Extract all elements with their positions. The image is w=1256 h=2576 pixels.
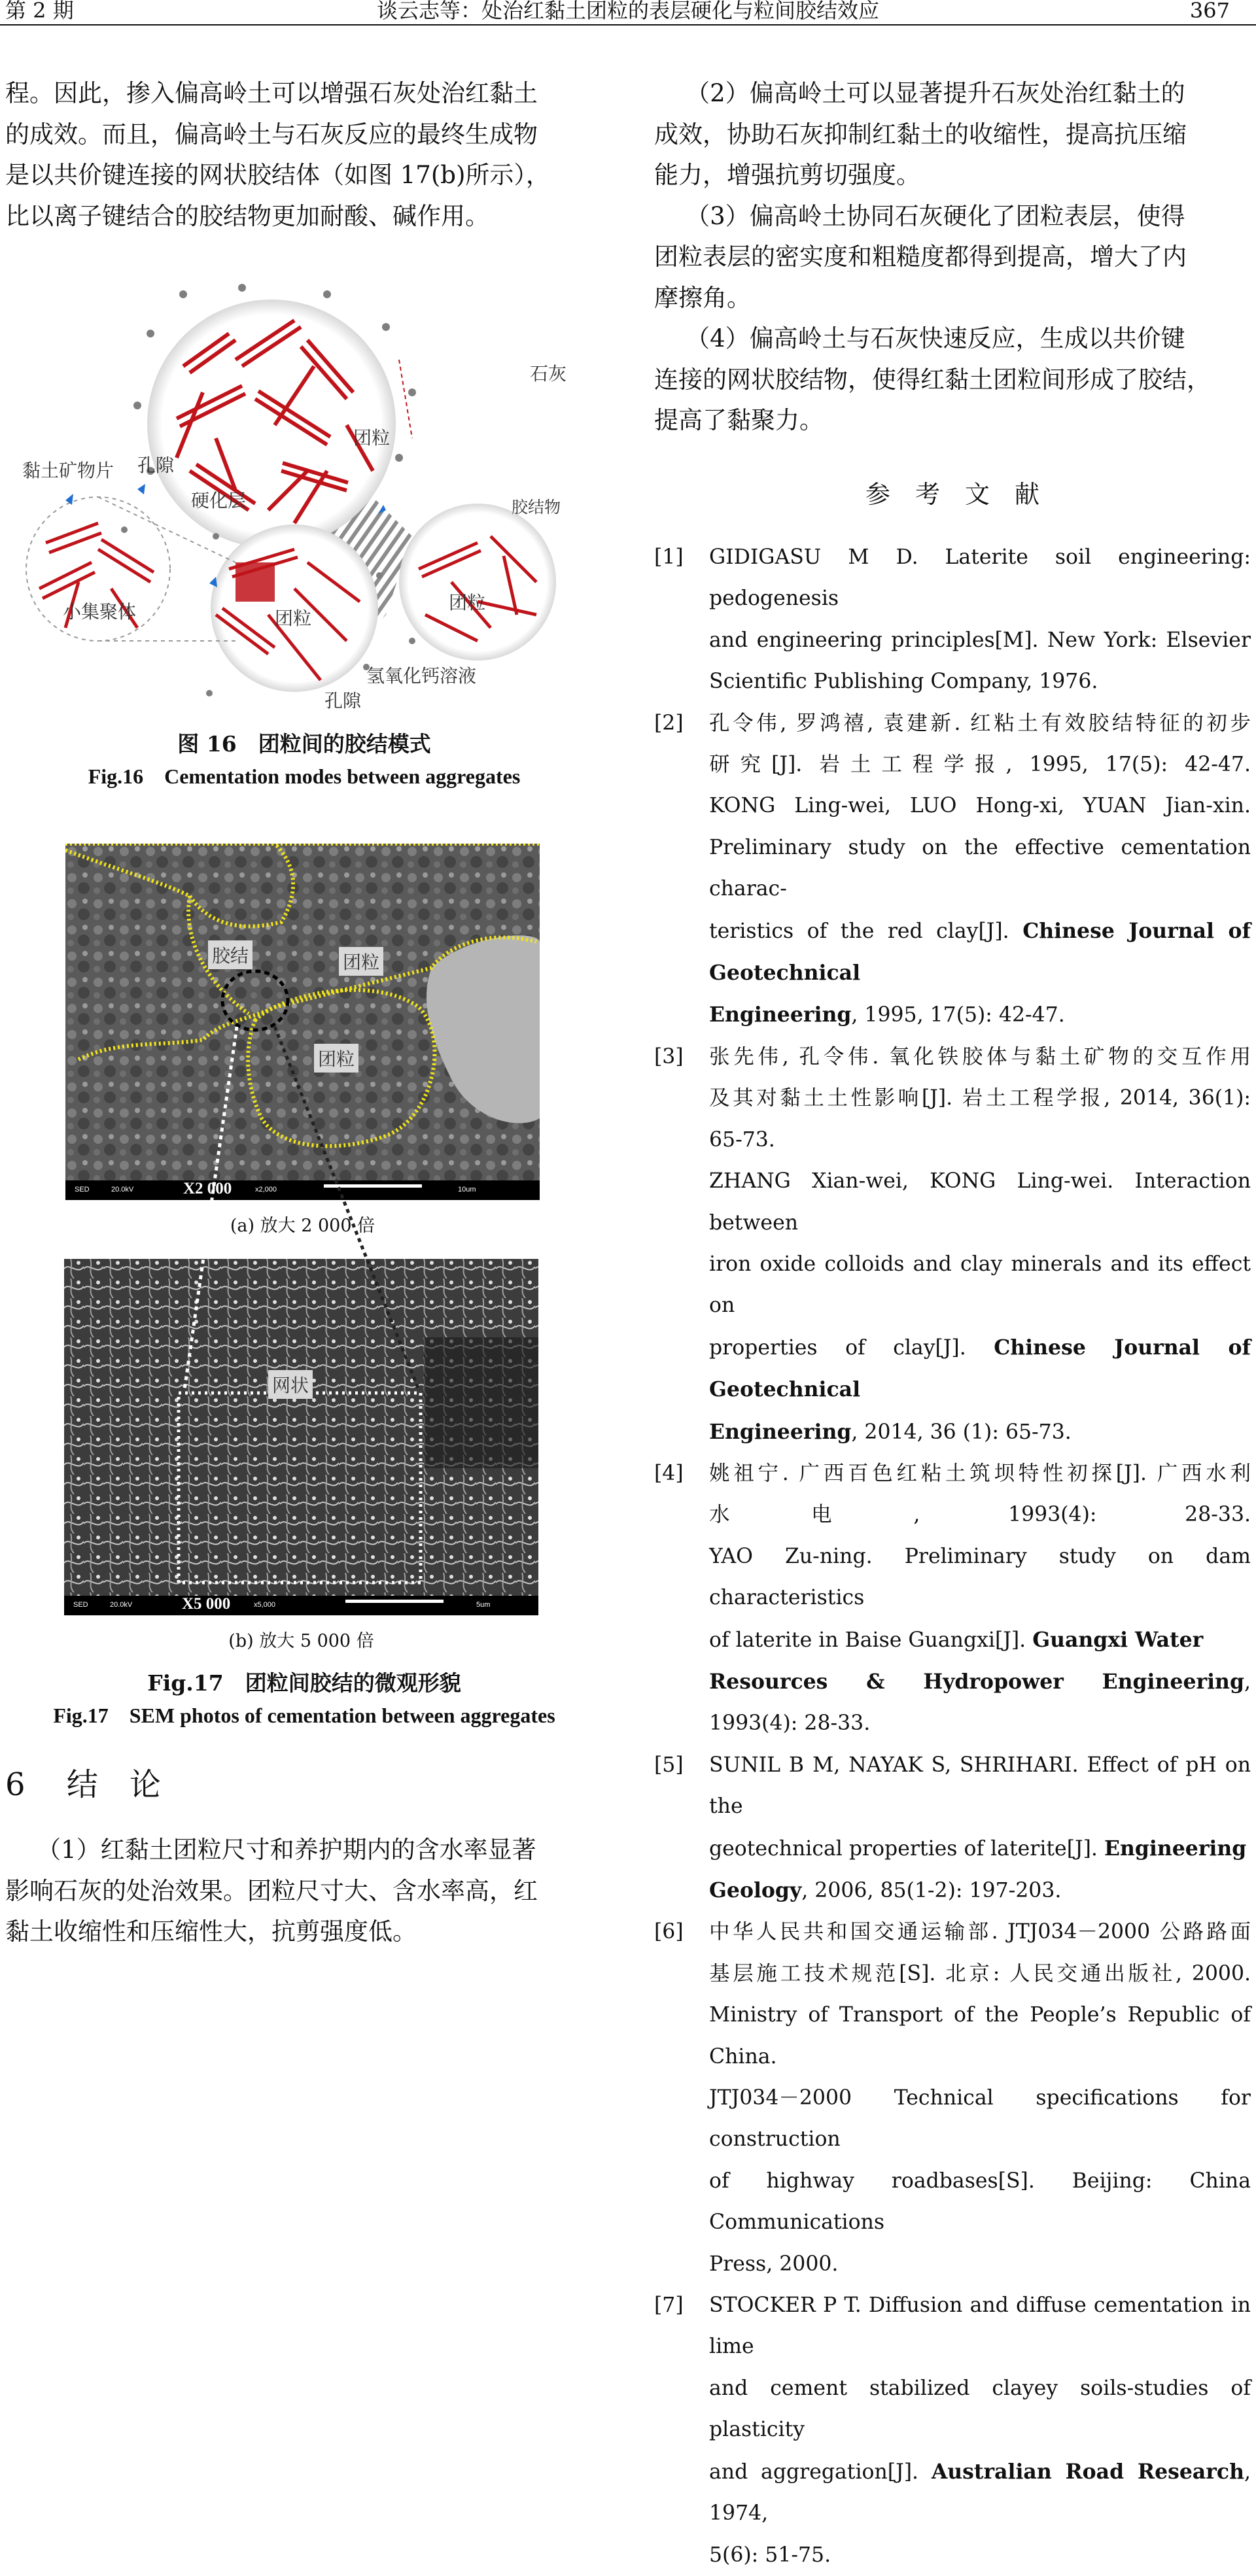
reference-line [709, 2161, 1251, 2244]
fig16-label-pore-bottom: 孔隙 [324, 690, 362, 712]
reference-line [709, 1327, 1251, 1411]
fig17b-scale-label: 5um [476, 1601, 491, 1609]
reference-line [709, 537, 1251, 620]
reference-text: 孔令伟, 罗鸿禧, 袁建新. 红粘土有效胶结特征的初步 [709, 711, 1251, 735]
reference-line [709, 1745, 1251, 1828]
reference-text: Preliminary study on the effective cementation charac- [709, 835, 1251, 901]
reference-text: , 2006, 85(1-2): 197-203. [801, 1879, 1062, 1902]
reference-line [709, 1995, 1251, 2078]
reference-text: 5(6): 51-75. [709, 2543, 831, 2567]
reference-line [709, 1244, 1251, 1327]
reference-item [654, 537, 1251, 703]
reference-number: [3] [654, 1044, 684, 1069]
reference-text: and aggregation[J]. [709, 2460, 932, 2484]
text-line: 是以共价键连接的网状胶结体（如图 17(b)所示）， [5, 161, 550, 189]
reference-line [709, 2285, 1251, 2368]
fig17-caption-cn: Fig.17 团粒间胶结的微观形貌 [147, 1670, 461, 1696]
reference-line [709, 1161, 1251, 1244]
reference-line [709, 1953, 1251, 1995]
reference-number: [7] [654, 2293, 684, 2318]
text-line: 团粒表层的密实度和粗糙度都得到提高，增大了内 [654, 243, 1187, 271]
reference-text: , 1974, [709, 2460, 1251, 2526]
reference-item [654, 1037, 1251, 1453]
reference-line [709, 744, 1251, 785]
references-title: 参 考 文 献 [865, 480, 1039, 509]
reference-text: KONG Ling-wei, LUO Hong-xi, YUAN Jian-xin. [709, 794, 1251, 818]
header-page-number: 367 [1189, 0, 1230, 23]
reference-text: 65-73. [709, 1127, 775, 1152]
reference-journal: Engineering [709, 1419, 852, 1444]
section6-title: 结 论 [66, 1766, 161, 1803]
reference-line [709, 1494, 1251, 1536]
fig17-caption-en: Fig.17 SEM photos of cementation between aggregates [53, 1704, 555, 1727]
header-running-title: 谈云志等：处治红黏土团粒的表层硬化与粒间胶结效应 [376, 0, 879, 23]
section6-heading [5, 1759, 161, 1804]
fig17b-label-network: 网状 [268, 1370, 313, 1399]
fig16-label-pore-left: 孔隙 [137, 455, 175, 476]
reference-text: 及其对黏土土性影响[J]. 岩土工程学报, 2014, 36(1): [709, 1086, 1251, 1110]
fig17a-voltage: 20.0kV [111, 1186, 134, 1194]
reference-number: [4] [654, 1461, 684, 1485]
text-line: 影响石灰的处治效果。团粒尺寸大、含水率高，红 [5, 1876, 538, 1905]
reference-line [709, 910, 1251, 995]
fig16-label-aggregate-right: 团粒 [449, 592, 486, 613]
reference-line [709, 1870, 1251, 1912]
reference-line [709, 1120, 1251, 1161]
text-line: 提高了黏聚力。 [654, 406, 824, 434]
reference-line [709, 2244, 1251, 2285]
reference-text: Ministry of Transport of the People’s Republic of China. [709, 2003, 1251, 2069]
reference-journal: Engineering [709, 1003, 852, 1027]
reference-journal: Geology [709, 1878, 802, 1902]
fig16-label-caoh-solution: 氢氧化钙溶液 [366, 665, 477, 687]
reference-line [709, 1619, 1251, 1661]
fig17-connector-lines [0, 0, 608, 1439]
reference-number: [6] [654, 1920, 684, 1944]
reference-number: [5] [654, 1753, 684, 1777]
reference-line [709, 1912, 1251, 1953]
reference-line [709, 1661, 1251, 1745]
reference-line [709, 1828, 1251, 1870]
reference-text: 姚祖宁. 广西百色红粘土筑坝特性初探[J]. 广西水利 [709, 1461, 1251, 1485]
reference-line [709, 661, 1251, 702]
reference-text: 基层施工技术规范[S]. 北京: 人民交通出版社, 2000. [709, 1961, 1251, 1985]
reference-line [709, 1453, 1251, 1494]
text-line: （2）偏高岭土可以显著提升石灰处治红黏土的 [686, 79, 1185, 107]
reference-line [709, 827, 1251, 910]
fig17a-mag-small: x2,000 [255, 1186, 277, 1194]
reference-text: and engineering principles[M]. New York: Elsevier [709, 628, 1251, 652]
reference-text: Scientific Publishing Company, 1976. [709, 670, 1098, 694]
reference-journal: Guangxi Water [1032, 1627, 1204, 1652]
fig17a-subcaption: (a) 放大 2 000 倍 [230, 1216, 375, 1236]
text-line: 程。因此，掺入偏高岭土可以增强石灰处治红黏土 [5, 79, 538, 107]
fig17a-label-cement: 胶结 [208, 940, 253, 969]
references-list [654, 537, 1251, 2576]
reference-number: [1] [654, 545, 684, 569]
fig17a-detector: SED [75, 1186, 90, 1194]
reference-text: JTJ034－2000 Technical specifications for construction [709, 2086, 1251, 2152]
reference-text: , 1993(4): 28-33. [709, 1670, 1251, 1736]
reference-text: of laterite in Baise Guangxi[J]. [709, 1628, 1033, 1652]
text-line: 黏土收缩性和压缩性大，抗剪强度低。 [5, 1917, 417, 1946]
fig16-label-aggregate-mid: 团粒 [275, 608, 312, 629]
reference-journal: Engineering [1104, 1836, 1247, 1861]
reference-item [654, 1453, 1251, 1745]
reference-line [709, 620, 1251, 661]
section6-number: 6 [5, 1766, 26, 1803]
reference-journal: Chinese Journal of Geotechnical [709, 918, 1251, 986]
reference-line [709, 2535, 1251, 2576]
fig17b-subcaption: (b) 放大 5 000 倍 [228, 1631, 374, 1651]
fig16-label-cement: 胶结物 [512, 498, 561, 517]
reference-journal: Australian Road Research [931, 2459, 1244, 2484]
reference-line [709, 703, 1251, 744]
reference-text: of highway roadbases[S]. Beijing: China Communications [709, 2169, 1251, 2235]
fig17b-info-bar [64, 1596, 538, 1615]
text-line: 连接的网状胶结物，使得红黏土团粒间形成了胶结， [654, 365, 1211, 394]
reference-text: properties of clay[J]. [709, 1335, 994, 1360]
fig16-label-small-cluster: 小集聚体 [63, 601, 137, 623]
fig17b-magnification: X5 000 [182, 1595, 231, 1613]
reference-line [709, 785, 1251, 827]
reference-text: SUNIL B M, NAYAK S, SHRIHARI. Effect of pH on the [709, 1753, 1251, 1819]
fig17b-mag-small: x5,000 [254, 1601, 276, 1609]
reference-line [709, 1078, 1251, 1119]
fig16-label-aggregate-top: 团粒 [353, 427, 391, 449]
reference-text: YAO Zu-ning. Preliminary study on dam characteristics [709, 1544, 1251, 1610]
text-line: 摩擦角。 [654, 283, 751, 312]
reference-text: 水电, 1993(4): 28-33. [709, 1503, 1251, 1527]
reference-line [709, 2451, 1251, 2535]
reference-line [709, 1411, 1251, 1453]
reference-number: [2] [654, 711, 684, 735]
text-line: 比以离子键结合的胶结物更加耐酸、碱作用。 [5, 201, 489, 230]
reference-item [654, 1745, 1251, 1912]
fig16-label-hardened-layer: 硬化层 [191, 490, 247, 511]
reference-text: geotechnical properties of laterite[J]. [709, 1836, 1104, 1861]
conclusion-item-1 [5, 1830, 602, 1953]
reference-text: teristics of the red clay[J]. [709, 919, 1023, 943]
fig17a-label-aggregate-1: 团粒 [339, 947, 383, 976]
text-line: （3）偏高岭土协同石灰硬化了团粒表层，使得 [686, 201, 1185, 230]
reference-line [709, 1536, 1251, 1619]
fig17a-scale-label: 10um [458, 1186, 476, 1194]
text-line: （4）偏高岭土与石灰快速反应，生成以共价键 [686, 324, 1185, 352]
reference-journal: Resources & Hydropower Engineering [709, 1669, 1244, 1694]
reference-text: 中华人民共和国交通运输部. JTJ034－2000 公路路面 [709, 1920, 1251, 1944]
reference-text: 张先伟, 孔令伟. 氧化铁胶体与黏土矿物的交互作用 [709, 1044, 1251, 1069]
right-conclusions [654, 73, 1251, 441]
fig16-label-clay-flake: 黏土矿物片 [22, 460, 114, 481]
reference-text: 研究[J]. 岩土工程学报, 1995, 17(5): 42-47. [709, 753, 1251, 777]
header-issue: 第 2 期 [5, 0, 74, 23]
reference-item [654, 703, 1251, 1037]
fig16-caption-cn: 图 16 团粒间的胶结模式 [177, 731, 431, 757]
reference-journal: Chinese Journal of Geotechnical [709, 1335, 1251, 1402]
reference-line [709, 2368, 1251, 2451]
text-line: 成效，协助石灰抑制红黏土的收缩性，提高抗压缩 [654, 120, 1187, 148]
reference-item [654, 2285, 1251, 2576]
reference-text: STOCKER P T. Diffusion and diffuse cementation in lime [709, 2293, 1251, 2359]
text-line: 能力，增强抗剪切强度。 [654, 161, 920, 189]
reference-text: iron oxide colloids and clay minerals and its effect on [709, 1252, 1251, 1318]
text-line: 的成效。而且，偏高岭土与石灰反应的最终生成物 [5, 120, 538, 148]
fig16-label-lime: 石灰 [530, 363, 567, 385]
fig17b-scale-bar [345, 1600, 444, 1603]
reference-line [709, 994, 1251, 1036]
fig17b-detector: SED [73, 1601, 88, 1609]
reference-line [709, 1037, 1251, 1078]
fig17b-voltage: 20.0kV [110, 1601, 133, 1609]
reference-line [709, 2078, 1251, 2161]
reference-text: , 2014, 36 (1): 65-73. [851, 1420, 1072, 1444]
reference-text: Press, 2000. [709, 2252, 839, 2276]
fig16-caption-en: Fig.16 Cementation modes between aggregates [88, 764, 521, 788]
reference-text: GIDIGASU M D. Laterite soil engineering: pedogenesis [709, 545, 1251, 611]
reference-text: and cement stabilized clayey soils-studies of plasticity [709, 2376, 1251, 2442]
fig17a-label-aggregate-2: 团粒 [314, 1044, 358, 1073]
reference-text: ZHANG Xian-wei, KONG Ling-wei. Interaction between [709, 1169, 1251, 1235]
reference-item [654, 1912, 1251, 2285]
reference-text: , 1995, 17(5): 42-47. [851, 1003, 1065, 1027]
fig17a-magnification: X2 000 [183, 1180, 232, 1197]
text-line: （1）红黏土团粒尺寸和养护期内的含水率显著 [37, 1836, 536, 1864]
